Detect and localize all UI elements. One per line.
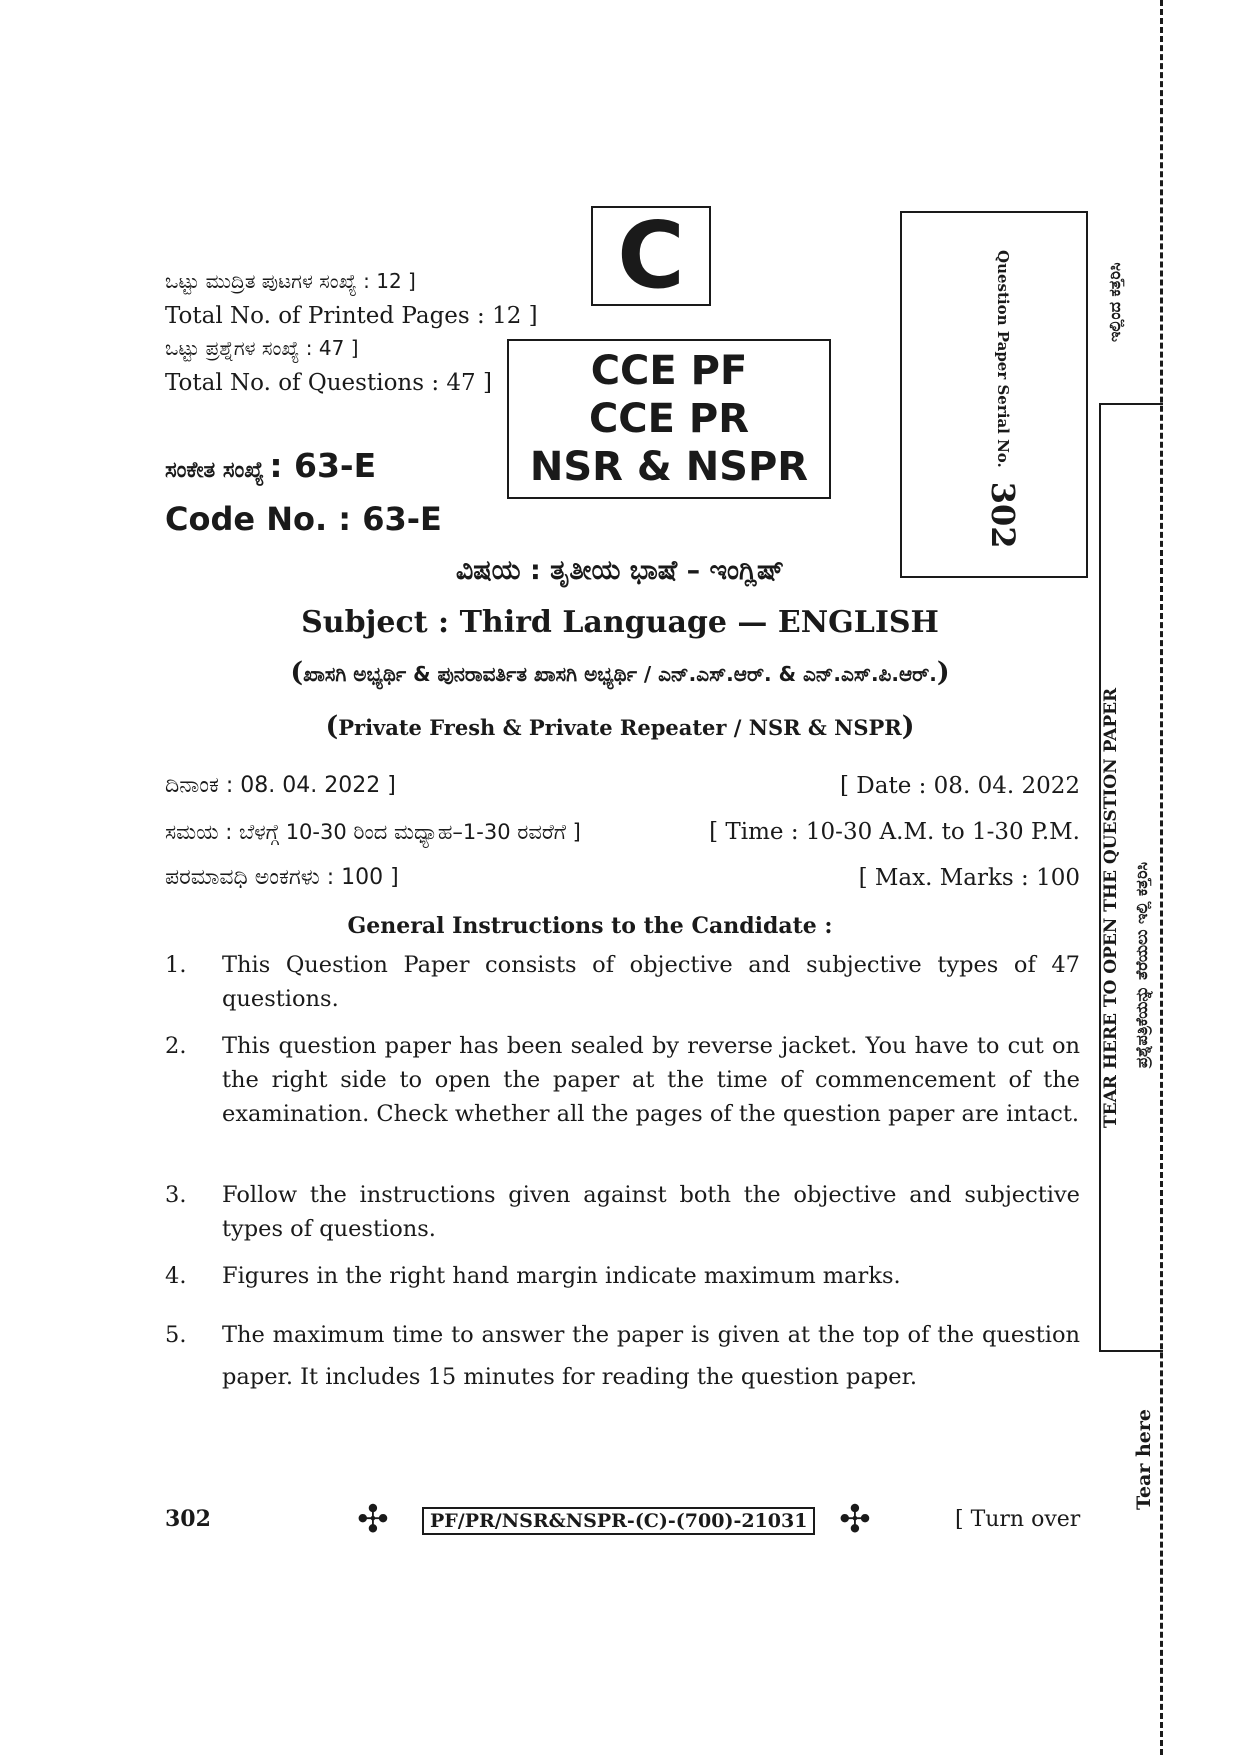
instruction-number: 2. (165, 1033, 187, 1059)
instruction-text: This question paper has been sealed by reverse jacket. You have to cut on the right side to open the paper at the time of commencement of the examination. Check whether all the pages of the question paper are intact. (222, 1033, 1080, 1127)
paren-close: ) (936, 657, 950, 688)
time-kn: ಸಮಯ : ಬೆಳಗ್ಗೆ 10-30 ರಿಂದ ಮಧ್ಯಾಹ–1-30 ರವರೆಗೆ ] (165, 820, 581, 844)
instruction-item (165, 1314, 1080, 1398)
paren-open: ( (290, 657, 304, 688)
instruction-item (165, 1178, 1080, 1246)
ornament-left-icon: ✣ (357, 1497, 389, 1541)
subject-en: Subject : Third Language — ENGLISH (301, 605, 939, 640)
code-label-kn: ಸಂಕೇತ ಸಂಖ್ಯೆ (165, 458, 265, 483)
date-row (165, 772, 1080, 800)
date-kn: ದಿನಾಂಕ : 08. 04. 2022 ] (165, 773, 396, 798)
tear-instruction-kn: ಪ್ರಶ್ನೆಪತ್ರಿಕೆಯನ್ನು ತೆರೆಯಲು ಇಲ್ಲಿ ಕತ್ತರಿಸಿ (1132, 861, 1151, 1068)
instruction-number: 1. (165, 952, 187, 978)
candidates-kn-row (160, 657, 1080, 688)
code-value-kn: : 63-E (269, 446, 377, 485)
instruction-text: This Question Paper consists of objective and subjective types of 47 questions. (222, 952, 1080, 1012)
marks-kn: ಪರಮಾವಧಿ ಅಂಕಗಳು : 100 ] (165, 865, 399, 890)
paren-open: ( (325, 711, 339, 742)
page-number: 302 (165, 1506, 211, 1532)
tear-top-kn-label: ಇಲ್ಲಿಂದ ಕತ್ತರಿಸಿ (1105, 262, 1124, 342)
time-en: [ Time : 10-30 A.M. to 1-30 P.M. (709, 819, 1080, 845)
version-letter-box (591, 202, 711, 309)
version-letter: C (617, 202, 685, 309)
instruction-text: The maximum time to answer the paper is given at the top of the question paper. It includes 15 minutes for reading the question paper. (222, 1322, 1080, 1390)
marks-en: [ Max. Marks : 100 (858, 865, 1080, 891)
instruction-text: Follow the instructions given against both the objective and subjective types of questions. (222, 1182, 1080, 1242)
date-en: [ Date : 08. 04. 2022 (840, 773, 1080, 799)
footer-paper-code: PF/PR/NSR&NSPR-(C)-(700)-21031 (422, 1507, 815, 1535)
tear-here-label: Tear here (1133, 1409, 1155, 1510)
exam-type-1: CCE PF (590, 348, 748, 394)
tear-instruction-en: TEAR HERE TO OPEN THE QUESTION PAPER (1101, 687, 1121, 1128)
serial-label: Question Paper Serial No. (994, 250, 1012, 468)
subject-kn: ವಿಷಯ : ತೃತೀಯ ಭಾಷೆ – ಇಂಗ್ಲಿಷ್ (455, 555, 785, 586)
instructions-heading: General Instructions to the Candidate : (347, 913, 833, 939)
instruction-item (165, 1259, 1080, 1293)
exam-type-box (507, 339, 831, 499)
instruction-number: 3. (165, 1182, 187, 1208)
paren-close: ) (901, 711, 915, 742)
ornament-right-icon: ✣ (839, 1497, 871, 1541)
instruction-number: 4. (165, 1263, 187, 1289)
turn-over-label: [ Turn over (955, 1507, 1081, 1532)
instruction-item (165, 1029, 1080, 1131)
exam-type-3: NSR & NSPR (529, 444, 809, 490)
time-row (165, 818, 1080, 846)
instruction-text: Figures in the right hand margin indicate maximum marks. (222, 1263, 901, 1289)
instruction-number: 5. (165, 1322, 187, 1348)
questions-kn: ಒಟ್ಟು ಪ್ರಶ್ನೆಗಳ ಸಂಖ್ಯೆ : 47 ] (165, 336, 359, 360)
questions-en: Total No. of Questions : 47 ] (165, 370, 492, 396)
printed-pages-en: Total No. of Printed Pages : 12 ] (165, 303, 538, 329)
serial-value: 302 (984, 481, 1022, 549)
code-kn-row (165, 446, 376, 485)
exam-type-2: CCE PR (588, 396, 750, 442)
printed-pages-kn: ಒಟ್ಟು ಮುದ್ರಿತ ಪುಟಗಳ ಸಂಖ್ಯೆ : 12 ] (165, 269, 416, 293)
marks-row (165, 864, 1080, 892)
candidates-en-row (160, 711, 1080, 742)
candidates-en: Private Fresh & Private Repeater / NSR & NSPR (338, 715, 902, 740)
candidates-kn: ಖಾಸಗಿ ಅಭ್ಯರ್ಥಿ & ಪುನರಾವರ್ತಿತ ಖಾಸಗಿ ಅಭ್ಯರ್ಥಿ / ಎನ್.ಎಸ್.ಆರ್. & ಎನ್.ಎಸ್.ಪಿ.ಆರ್. (303, 662, 937, 686)
serial-number-rotated (984, 250, 1022, 549)
instruction-item (165, 948, 1080, 1016)
code-en: Code No. : 63-E (165, 500, 442, 538)
